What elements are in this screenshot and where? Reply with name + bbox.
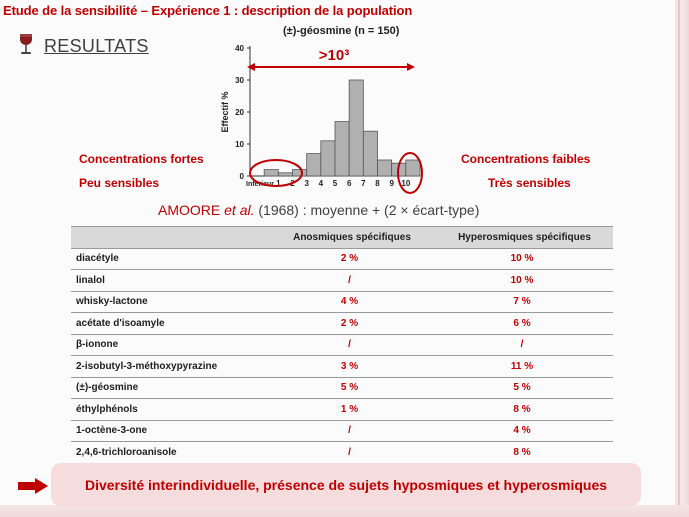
table-row: [71, 399, 613, 421]
anosmic-value: 2 %: [268, 248, 431, 270]
x-tick-label: 5: [332, 179, 338, 188]
x-tick-label: 10: [401, 179, 411, 188]
anosmic-value: /: [268, 442, 431, 464]
x-tick-label: 6: [346, 179, 352, 188]
compound-name: β-ionone: [71, 334, 268, 356]
table-row: [71, 248, 613, 270]
x-tick-label: 9: [389, 179, 394, 188]
x-tick-label: Inferieur: [246, 181, 275, 188]
hyperosmic-value: 8 %: [431, 442, 613, 464]
y-tick-label: 30: [235, 76, 244, 85]
conclusion-text: Diversité interindividuelle, présence de sujets hyposmiques et hyperosmiques: [84, 476, 608, 493]
table-row: [71, 334, 613, 356]
histogram-bar: [293, 170, 307, 176]
range-arrow-left-head: [247, 63, 255, 71]
anosmic-value: 4 %: [268, 291, 431, 313]
table-row: [71, 356, 613, 378]
right-label-sensitivity: Très sensibles: [488, 176, 571, 190]
right-label-concentrations: Concentrations faibles: [461, 152, 591, 166]
chart-title-n: (n = 150): [354, 25, 400, 37]
range-label: >10³: [318, 47, 350, 64]
compound-name: diacétyle: [71, 248, 268, 270]
range-arrow-right-head: [407, 63, 415, 71]
slide-border-right: [675, 0, 689, 517]
table-row: [71, 442, 613, 464]
table-header-hyperosmic: Hyperosmiques spécifiques: [431, 227, 613, 249]
wine-glass-icon: [18, 33, 34, 60]
y-tick-label: 20: [235, 108, 244, 117]
compound-name: éthylphénols: [71, 399, 268, 421]
anosmic-value: 2 %: [268, 313, 431, 335]
histogram-bar: [321, 141, 335, 176]
hyperosmic-value: 10 %: [431, 248, 613, 270]
y-axis-label: Effectif %: [220, 91, 230, 133]
histogram-bar: [406, 160, 420, 176]
x-tick-label: 1: [276, 179, 281, 188]
histogram-bar: [363, 131, 377, 176]
section-heading: RESULTATS: [44, 35, 149, 56]
compound-name: acétate d'isoamyle: [71, 313, 268, 335]
y-tick-label: 40: [235, 44, 244, 53]
slide-border-bottom: [0, 505, 689, 517]
table-header-anosmic: Anosmiques spécifiques: [268, 227, 431, 249]
anosmic-value: 3 %: [268, 356, 431, 378]
table-header-row: [71, 227, 613, 249]
compound-name: whisky-lactone: [71, 291, 268, 313]
compound-name: 2-isobutyl-3-méthoxypyrazine: [71, 356, 268, 378]
table-row: [71, 291, 613, 313]
hyperosmic-value: 8 %: [431, 399, 613, 421]
histogram-bar: [278, 173, 292, 176]
hyperosmic-value: 10 %: [431, 270, 613, 292]
hyperosmic-value: /: [431, 334, 613, 356]
hyperosmic-value: 7 %: [431, 291, 613, 313]
histogram-bar: [349, 80, 363, 176]
x-tick-label: 4: [318, 179, 324, 188]
sensitivity-table: [71, 226, 613, 464]
histogram-bar: [378, 160, 392, 176]
amoore-etal: et al.: [224, 202, 255, 218]
table-row: [71, 377, 613, 399]
chart-title: [283, 25, 399, 37]
table-header-compound: [71, 227, 268, 249]
table-row: [71, 420, 613, 442]
compound-name: (±)-géosmine: [71, 377, 268, 399]
x-tick-label: 7: [361, 179, 366, 188]
section-heading-row: [18, 34, 149, 58]
table-row: [71, 313, 613, 335]
conclusion-box: [51, 463, 641, 506]
anosmic-value: 1 %: [268, 399, 431, 421]
left-label-sensitivity: Peu sensibles: [79, 176, 160, 190]
anosmic-value: /: [268, 270, 431, 292]
x-tick-label: 2: [290, 179, 295, 188]
hyperosmic-value: 4 %: [431, 420, 613, 442]
anosmic-value: /: [268, 420, 431, 442]
left-label-concentrations: Concentrations fortes: [79, 152, 204, 166]
histogram-bar: [307, 154, 321, 176]
hyperosmic-value: 5 %: [431, 377, 613, 399]
right-arrow-icon: [18, 478, 48, 499]
histogram-bar: [264, 170, 278, 176]
compound-name: 1-octène-3-one: [71, 420, 268, 442]
anosmic-value: 5 %: [268, 377, 431, 399]
table-row: [71, 270, 613, 292]
slide-title: Etude de la sensibilité – Expérience 1 : description de la population: [3, 3, 413, 18]
x-tick-label: 3: [304, 179, 309, 188]
compound-name: linalol: [71, 270, 268, 292]
hyperosmic-value: 11 %: [431, 356, 613, 378]
anosmic-value: /: [268, 334, 431, 356]
histogram-bar: [335, 122, 349, 176]
histogram-chart: [214, 40, 424, 200]
amoore-rest: (1968) : moyenne + (2 × écart-type): [254, 202, 480, 218]
x-tick-label: 8: [375, 179, 380, 188]
chart-title-name: (±)-géosmine: [283, 25, 352, 37]
y-tick-label: 0: [239, 172, 244, 181]
hyperosmic-value: 6 %: [431, 313, 613, 335]
compound-name: 2,4,6-trichloroanisole: [71, 442, 268, 464]
amoore-reference: [158, 202, 479, 218]
amoore-author: AMOORE: [158, 202, 221, 218]
y-tick-label: 10: [235, 140, 244, 149]
